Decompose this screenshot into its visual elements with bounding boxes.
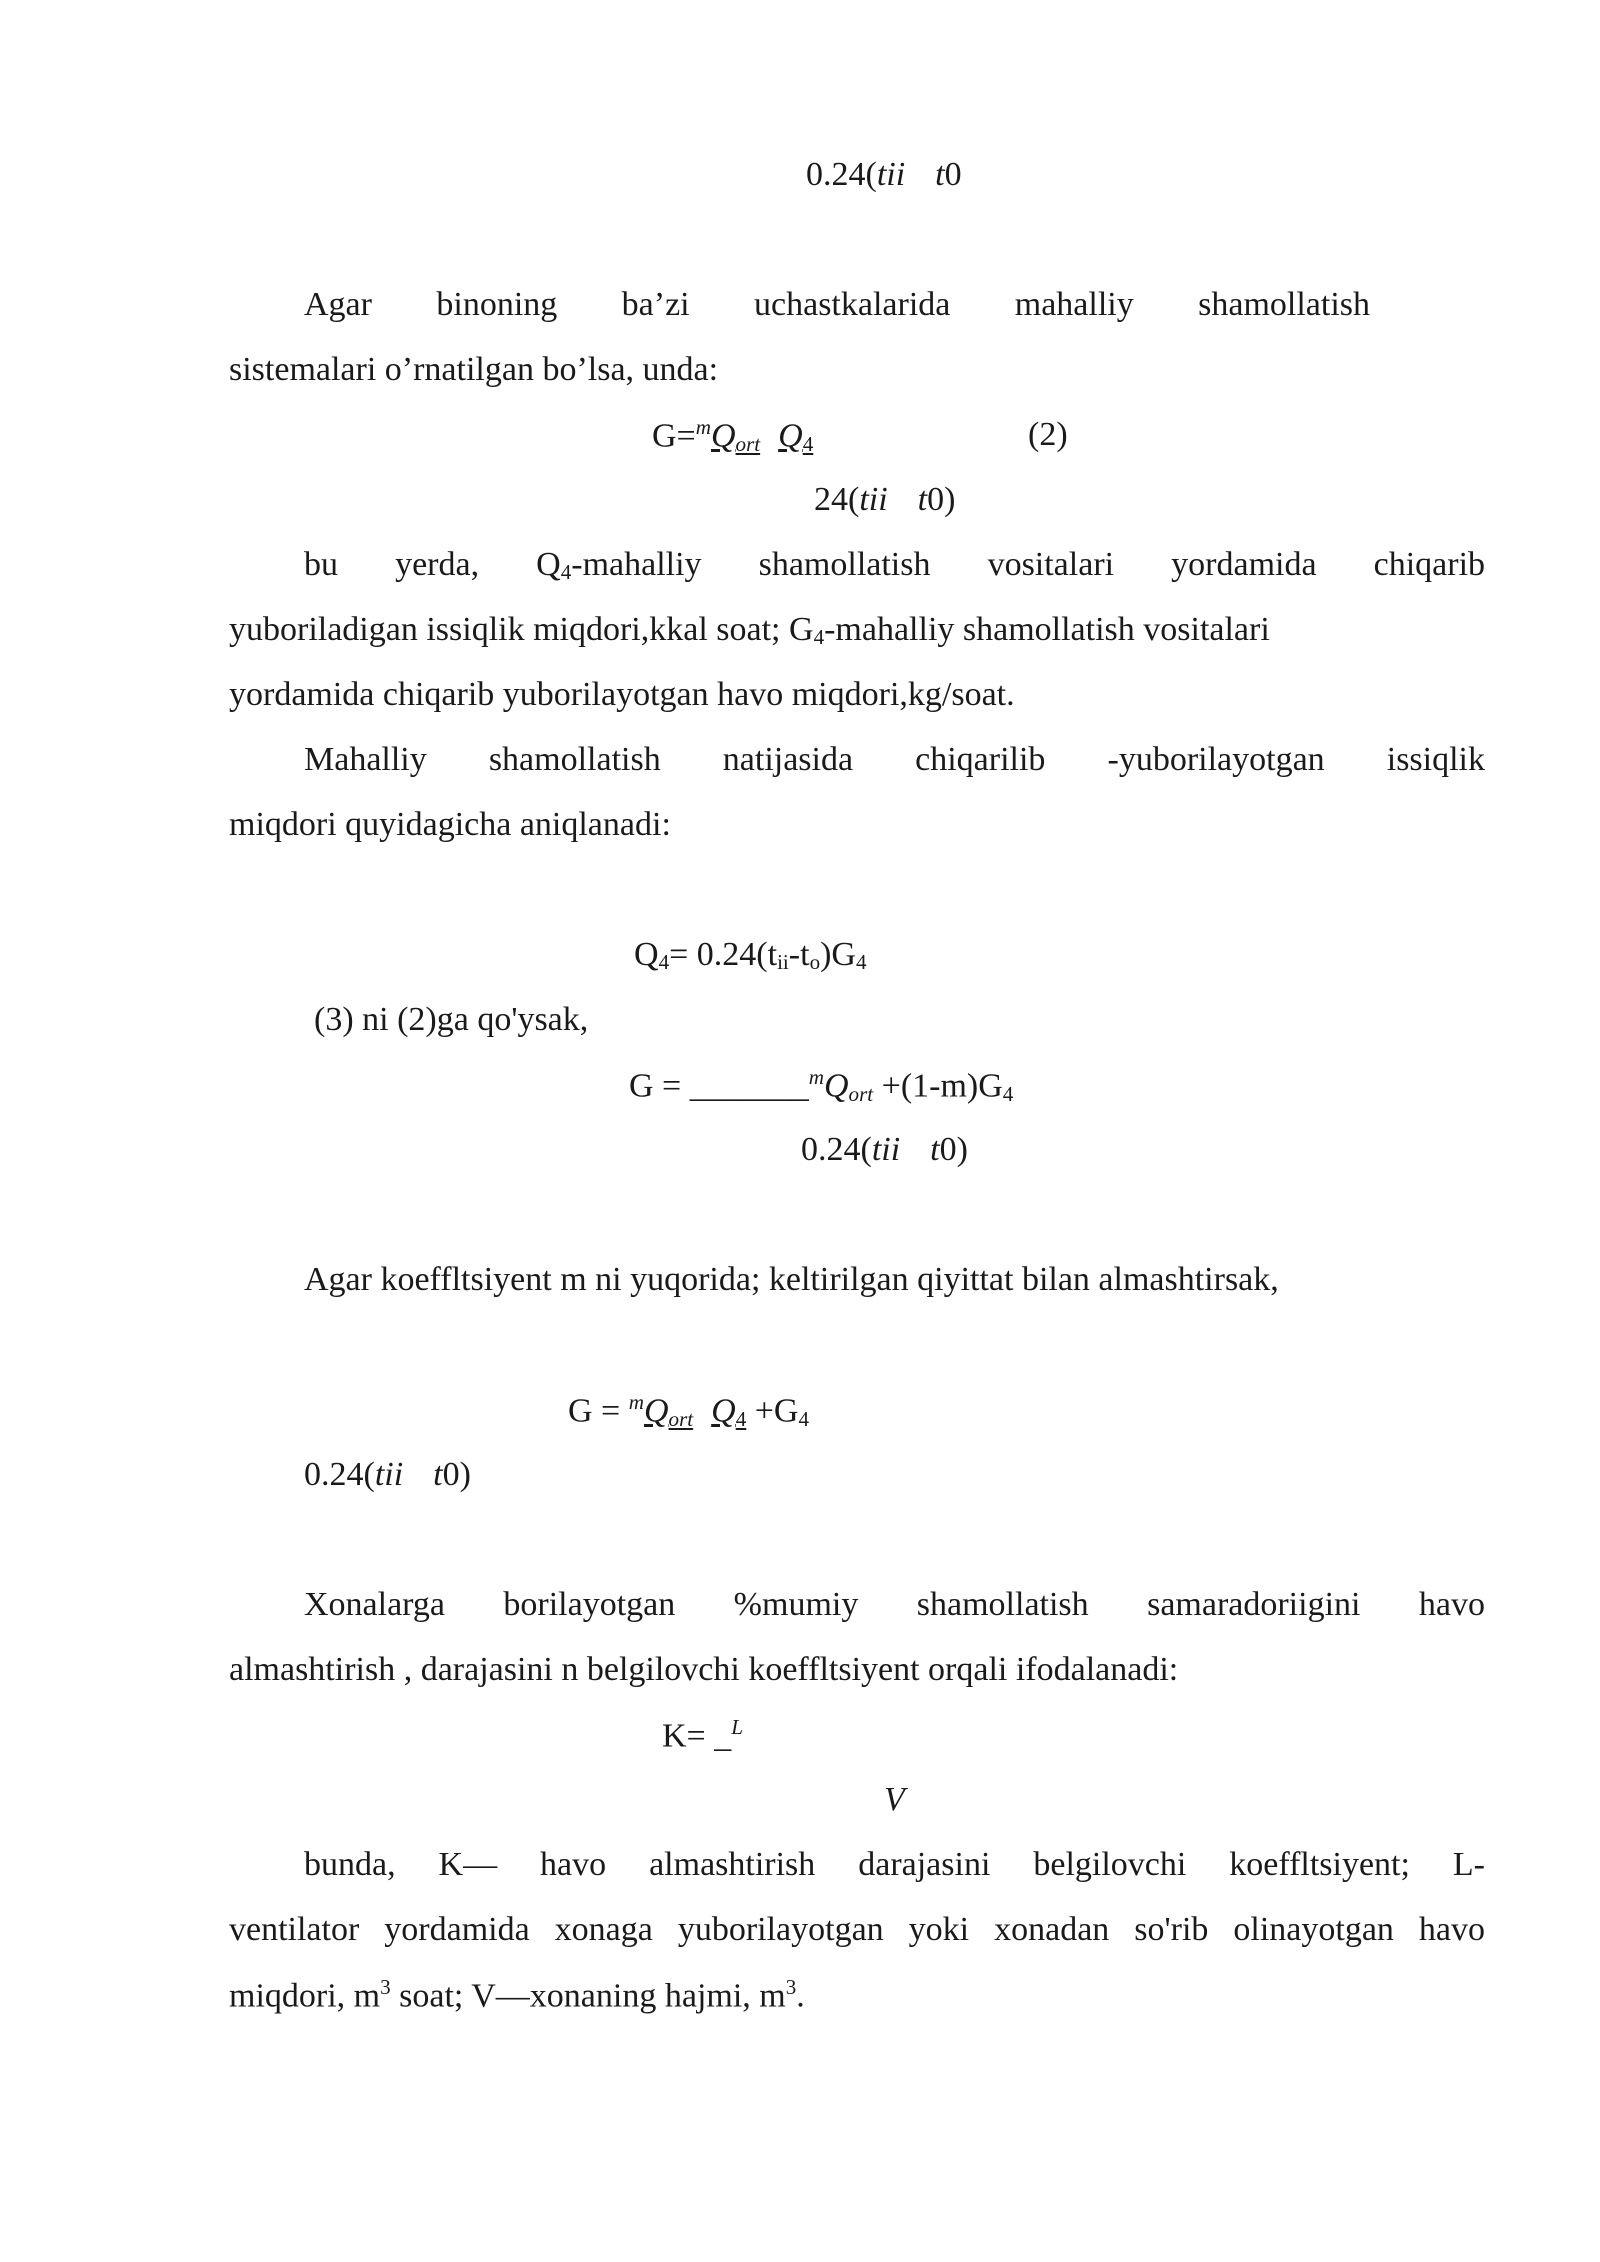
- formula-2-number: (2): [1028, 416, 1068, 453]
- formula-5-numerator: $G = ^mQ_{ort}$ $Q_4 +G_4$: [568, 1390, 810, 1431]
- paragraph-7-line-1: bunda, K— havo almashtirish darajasini belgilovchi koeffltsiyent; L-: [304, 1846, 1485, 1883]
- paragraph-3-line-1: Mahalliy shamollatish natijasida chiqarilib -yuborilayotgan issiqlik: [304, 741, 1485, 778]
- paragraph-4: (3) ni (2)ga qo'ysak,: [314, 1001, 589, 1038]
- paragraph-1-line-1: Agar binoning ba’zi uchastkalarida mahalliy shamollatish: [304, 286, 1370, 323]
- paragraph-6-line-1: Xonalarga borilayotgan %mumiy shamollatish samaradoriigini havo: [304, 1586, 1485, 1623]
- paragraph-7-line-3: miqdori, $m^3$ soat; V—xonaning hajmi, $m^3$.: [229, 1975, 805, 2015]
- formula-4-denominator: 0.24(tii t0): [801, 1131, 968, 1168]
- formula-5-denominator: 0.24(tii t0): [304, 1456, 471, 1493]
- formula-4-numerator: $G = \_\_\_\_\_\_\_^mQ_{ort} +(1-m)G_4$: [629, 1065, 1014, 1106]
- paragraph-3-line-2: miqdori quyidagicha aniqlanadi:: [229, 806, 671, 843]
- formula-2-numerator: $G=^mQ_{ort}$ $Q_4$: [652, 415, 814, 456]
- formula-6-numerator: K= _$^L$: [662, 1715, 743, 1755]
- paragraph-1-line-2: sistemalari o’rnatilgan bo’lsa, unda:: [229, 351, 719, 388]
- paragraph-6-line-2: almashtirish , darajasini n belgilovchi koeffltsiyent orqali ifodalanadi:: [229, 1651, 1179, 1688]
- formula-2-denominator: 24(tii t0): [814, 481, 956, 518]
- formula-6-denominator: V: [884, 1781, 905, 1818]
- paragraph-5: Agar koeffltsiyent m ni yuqorida; keltirilgan qiyittat bilan almashtirsak,: [304, 1261, 1279, 1298]
- paragraph-2-line-1: bu yerda, $Q_4$-mahalliy shamollatish vositalari yordamida chiqarib: [304, 546, 1486, 585]
- paragraph-2-line-3: yordamida chiqarib yuborilayotgan havo miqdori,kg/soat.: [229, 676, 1015, 713]
- formula-3: $Q_4= 0.24(t_{ii}-t_o)G_4$: [634, 936, 867, 975]
- paragraph-2-line-2: yuboriladigan issiqlik miqdori,kkal soat; $G_4$-mahalliy shamollatish vositalari: [229, 611, 1270, 650]
- paragraph-7-line-2: ventilator yordamida xonaga yuborilayotgan yoki xonadan so'rib olinayotgan havo: [229, 1911, 1485, 1948]
- formula-top-denominator: 0.24(tii t0: [806, 156, 962, 193]
